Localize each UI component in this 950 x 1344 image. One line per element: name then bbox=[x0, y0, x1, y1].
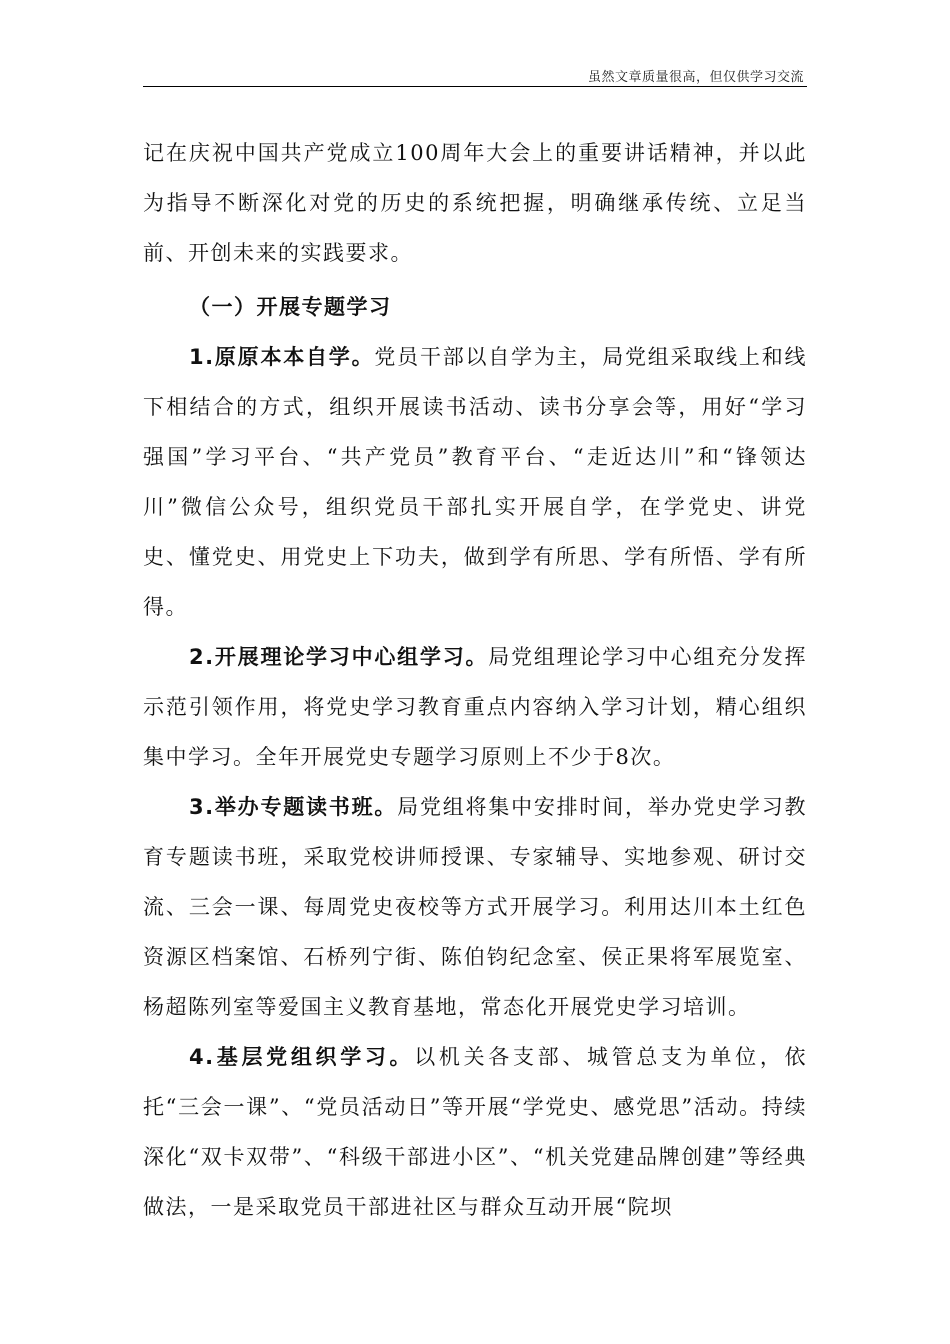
item-text-1: 党员干部以自学为主，局党组采取线上和线下相结合的方式，组织开展读书活动、读书分享会等，用好“学习强国”学习平台、“共产党员”教育平台、“走近达川”和“锋领达川”微信公众号，组织党员干部扎实开展自学，在学党史、讲党史、懂党史、用党史上下功夫，做到学有所思、学有所悟、学有所得。 bbox=[143, 345, 808, 619]
item-paragraph-1 bbox=[143, 332, 807, 632]
header-divider bbox=[143, 86, 807, 87]
section-heading: （一）开展专题学习 bbox=[189, 295, 392, 319]
document-body bbox=[143, 128, 807, 1232]
item-text-2: 局党组理论学习中心组充分发挥示范引领作用，将党史学习教育重点内容纳入学习计划，精心组织集中学习。全年开展党史专题学习原则上不少于8次。 bbox=[143, 645, 807, 769]
paragraph-continued: 记在庆祝中国共产党成立100周年大会上的重要讲话精神，并以此为指导不断深化对党的历史的系统把握，明确继承传统、立足当前、开创未来的实践要求。 bbox=[143, 141, 807, 265]
page-header-note: 虽然文章质量很高，但仅供学习交流 bbox=[587, 70, 804, 85]
item-text-4: 以机关各支部、城管总支为单位，依托“三会一课”、“党员活动日”等开展“学党史、感党思”活动。持续深化“双卡双带”、“科级干部进小区”、“机关党建品牌创建”等经典做法，一是采取党员干部进社区与群众互动开展“院坝 bbox=[143, 1045, 808, 1219]
item-paragraph-4 bbox=[143, 1032, 807, 1232]
item-paragraph-2 bbox=[143, 632, 807, 782]
item-paragraph-3 bbox=[143, 782, 807, 1032]
item-lead-3: 3.举办专题读书班。 bbox=[189, 795, 398, 819]
item-text-3: 局党组将集中安排时间，举办党史学习教育专题读书班，采取党校讲师授课、专家辅导、实地参观、研讨交流、三会一课、每周党史夜校等方式开展学习。利用达川本土红色资源区档案馆、石桥列宁街、陈伯钧纪念室、侯正果将军展览室、杨超陈列室等爱国主义教育基地，常态化开展党史学习培训。 bbox=[143, 795, 807, 1019]
item-lead-2: 2.开展理论学习中心组学习。 bbox=[189, 645, 489, 669]
item-lead-1: 1.原原本本自学。 bbox=[189, 345, 375, 369]
item-lead-4: 4.基层党组织学习。 bbox=[189, 1045, 415, 1069]
